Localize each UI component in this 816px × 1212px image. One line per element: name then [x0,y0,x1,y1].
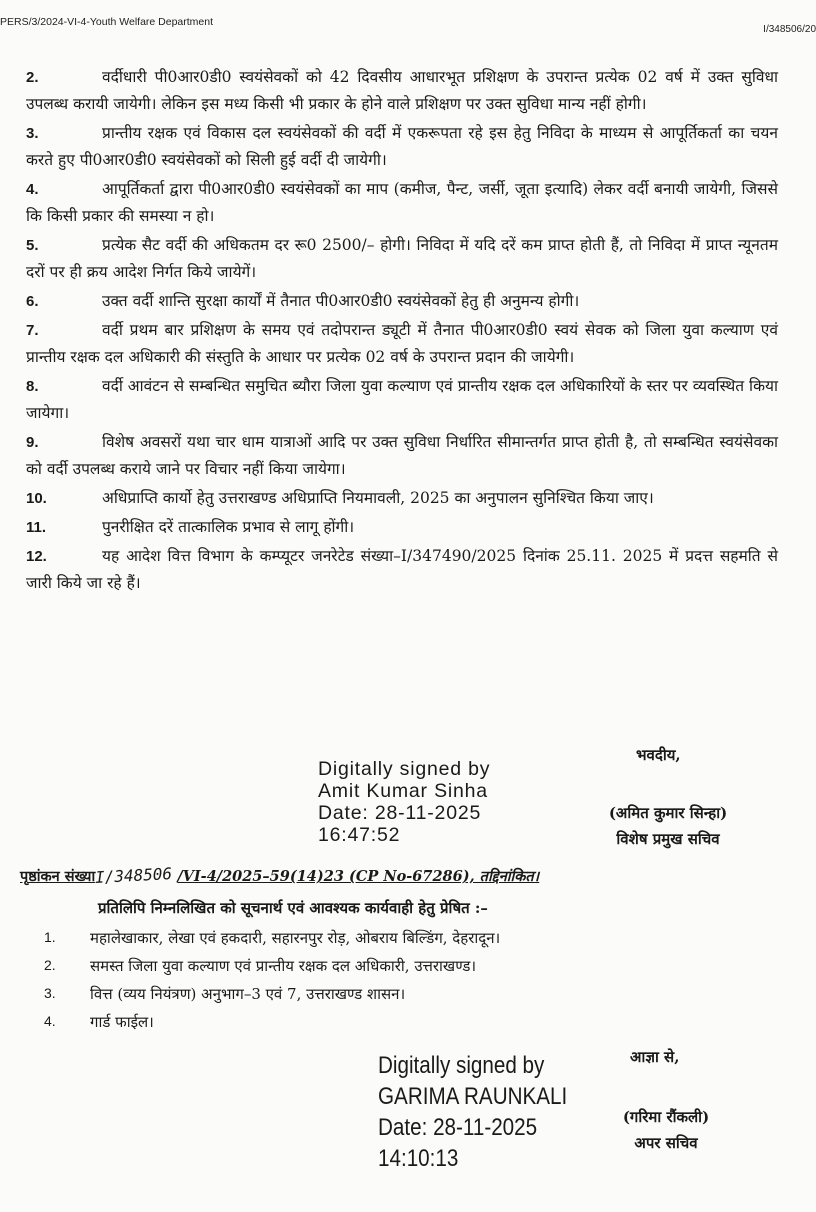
closing-bhavdiya: भवदीय, [636,746,681,764]
point-text: आपूर्तिकर्ता द्वारा पी0आर0डी0 स्वयंसेवकों का माप (कमीज, पैन्ट, जर्सी, जूता इत्यादि) लेकर वर्दी बनायी जायेगी, जिससे कि किसी प्रकार की समस्या न हो। [26,180,778,225]
order-point [26,232,778,286]
endorsement-number: /VI-4/2025–59(14)23 (CP No-67286), तद्दिनांकित। [177,868,540,885]
list-item [44,956,764,984]
order-point [26,64,778,118]
point-number: 2. [26,69,39,86]
signature-line: 16:47:52 [318,824,401,846]
point-text: अधिप्राप्ति कार्यो हेतु उत्तराखण्ड अधिप्राप्ति नियमावली, 2025 का अनुपालन सुनिश्चित किया जाए। [102,489,654,507]
file-reference: PERS/3/2024-VI-4-Youth Welfare Department [0,16,214,28]
signature-line: Digitally signed by [378,1052,545,1079]
point-number: 8. [26,378,39,395]
point-text: वर्दी आवंटन से सम्बन्धित समुचित ब्यौरा जिला युवा कल्याण एवं प्रान्तीय रक्षक दल अधिकारियों के स्तर पर व्यवस्थित किया जायेगा। [26,377,778,422]
point-number: 6. [26,293,39,310]
point-text: विशेष अवसरों यथा चार धाम यात्राओं आदि पर उक्त सुविधा निर्धारित सीमान्तर्गत प्राप्त होती है, तो सम्बन्धित स्वयंसेवका को वर्दी उपलब्ध कराये जाने पर विचार नहीं किया जायेगा। [26,433,778,478]
point-number: 4. [26,181,39,198]
item-number: 1. [44,929,56,945]
point-number: 12. [26,548,47,565]
order-point [26,514,778,541]
item-text: महालेखाकार, लेखा एवं हकदारी, सहारनपुर रोड़, ओबराय बिल्डिंग, देहरादून। [90,929,501,947]
signatory-name: (अमित कुमार सिन्हा) [608,804,728,822]
order-point [26,485,778,512]
item-number: 2. [44,957,56,973]
item-text: वित्त (व्यय नियंत्रण) अनुभाग–3 एवं 7, उत्तराखण्ड शासन। [90,985,406,1003]
point-number: 11. [26,519,47,536]
point-text: प्रत्येक सैट वर्दी की अधिकतम दर रू0 2500/– होगी। निविदा में यदि दरें कम प्राप्त होती हैं, तो निविदा में प्राप्त न्यूनतम दरों पर ही क्रय आदेश निर्गत किये जायेगें। [26,236,778,281]
signature-line: Amit Kumar Sinha [318,780,488,802]
order-points [26,64,778,599]
point-number: 7. [26,322,39,339]
computer-number: I/348506/20 [763,24,816,35]
order-point [26,429,778,483]
digital-signature-stamp-2 [378,1050,567,1174]
list-item [44,1012,764,1040]
point-text: उक्त वर्दी शान्ति सुरक्षा कार्यों में तैनात पी0आर0डी0 स्वयंसेवकों हेतु ही अनुमन्य होगी। [102,292,580,310]
order-point [26,543,778,597]
item-number: 3. [44,985,56,1001]
point-number: 3. [26,125,39,142]
closing-agya-se: आज्ञा से, [630,1048,680,1066]
order-point [26,317,778,371]
point-text: वर्दीधारी पी0आर0डी0 स्वयंसेवकों को 42 दिवसीय आधारभूत प्रशिक्षण के उपरान्त प्रत्येक 02 वर्ष में उक्त सुविधा उपलब्ध करायी जायेगी। लेकिन इस मध्य किसी भी प्रकार के होने वाले प्रशिक्षण पर उक्त सुविधा मान्य नहीं होगी। [26,68,778,113]
signature-line: 14:10:13 [378,1145,459,1172]
list-item [44,984,764,1012]
signatory-designation: विशेष प्रमुख सचिव [616,830,720,848]
order-point [26,176,778,230]
signature-line: Date: 28-11-2025 [378,1114,538,1141]
point-text: प्रान्तीय रक्षक एवं विकास दल स्वयंसेवकों की वर्दी में एकरूपता रहे इस हेतु निविदा के माध्यम से आपूर्तिकर्ता का चयन करते हुए पी0आर0डी0 स्वयंसेवकों को सिली हुई वर्दी दी जायेगी। [26,124,778,169]
endorsement-line [20,863,780,888]
point-number: 5. [26,237,39,254]
signatory-name: (गरिमा रौंकली) [622,1108,710,1126]
point-number: 10. [26,490,47,507]
item-text: गार्ड फाईल। [90,1013,154,1031]
list-item [44,928,764,956]
handwritten-number: I/348506 [94,863,173,888]
digital-signature-stamp-1 [318,758,490,846]
signatory-1 [588,800,748,852]
point-text: वर्दी प्रथम बार प्रशिक्षण के समय एवं तदोपरान्त ड्यूटी में तैनात पी0आर0डी0 स्वयं सेवक को जिला युवा कल्याण एवं प्रान्तीय रक्षक दल अधिकारी की संस्तुति के आधार पर प्रत्येक 02 वर्ष के उपरान्त प्रदान की जायेगी। [26,321,778,366]
point-text: यह आदेश वित्त विभाग के कम्प्यूटर जनरेटेड संख्या–I/347490/2025 दिनांक 25.11. 2025 में प्रदत्त सहमति से जारी किये जा रहे हैं। [26,547,778,592]
signature-line: GARIMA RAUNKALI [378,1083,568,1110]
signatory-designation: अपर सचिव [634,1134,698,1152]
order-point [26,288,778,315]
signature-line: Digitally signed by [318,758,491,780]
signature-line: Date: 28-11-2025 [318,802,482,824]
item-number: 4. [44,1013,56,1029]
copy-intro: प्रतिलिपि निम्नलिखित को सूचनार्थ एवं आवश्यक कार्यवाही हेतु प्रेषित :– [98,899,488,917]
order-point [26,373,778,427]
item-text: समस्त जिला युवा कल्याण एवं प्रान्तीय रक्षक दल अधिकारी, उत्तराखण्ड। [90,957,477,975]
order-point [26,120,778,174]
copy-recipients-list [44,928,764,1040]
endorsement-label: पृष्ठांकन संख्या [20,868,96,885]
point-number: 9. [26,434,39,451]
signatory-2 [596,1104,736,1156]
point-text: पुनरीक्षित दरें तात्कालिक प्रभाव से लागू होंगी। [102,518,355,536]
